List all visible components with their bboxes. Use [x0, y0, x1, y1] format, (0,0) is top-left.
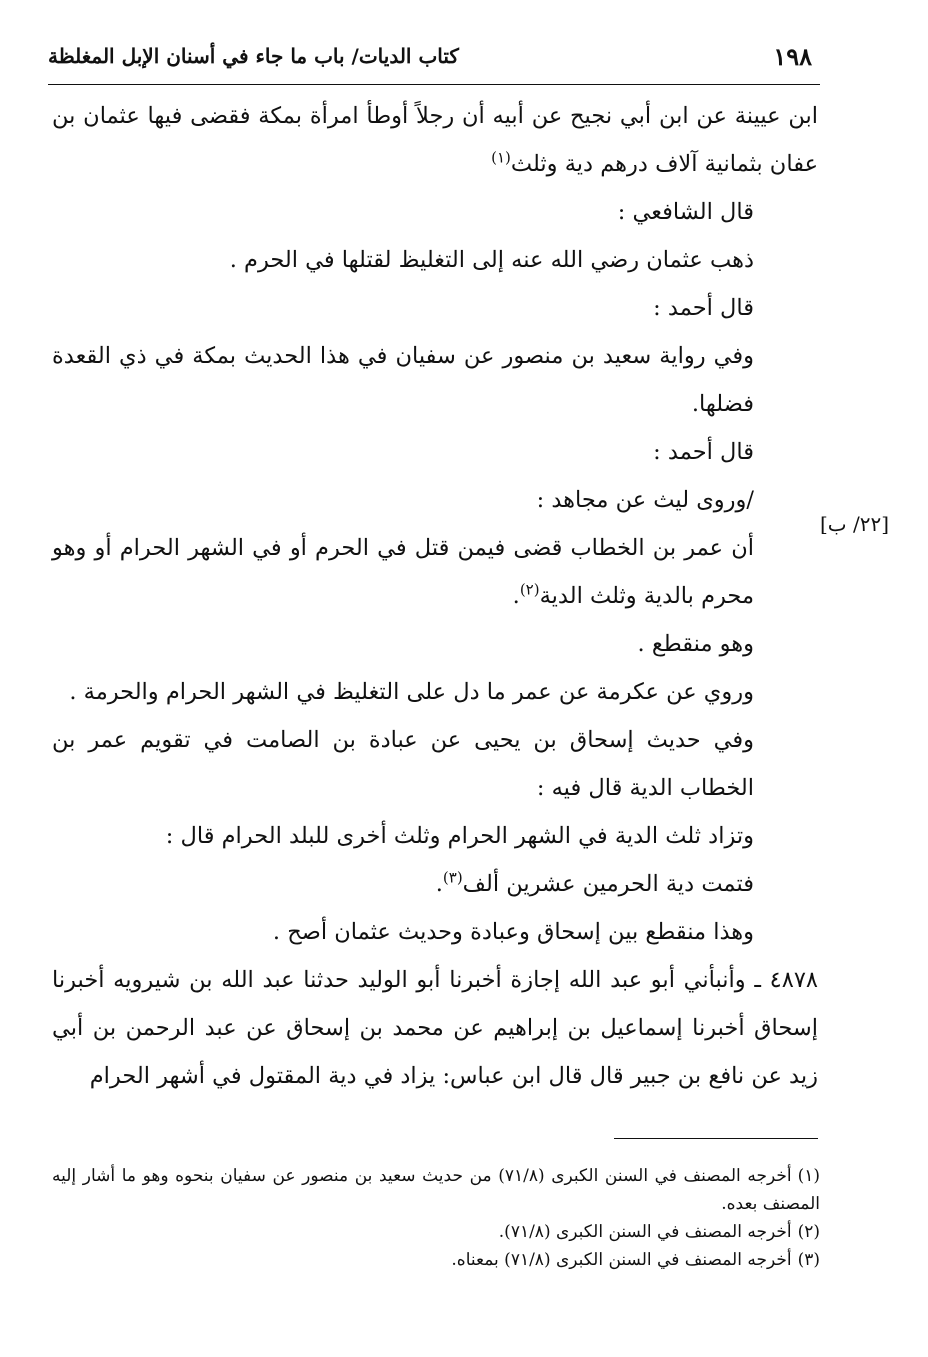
footnote-rule	[614, 1138, 818, 1139]
paragraph	[52, 524, 818, 620]
paragraph-text: أن عمر بن الخطاب قضى فيمن قتل في الحرم أو في الشهر الحرام أو وهو محرم بالدية وثلث الدية	[52, 535, 754, 609]
paragraph	[52, 716, 818, 812]
paragraph-text: قال أحمد :	[653, 439, 754, 465]
paragraph-tail: .	[512, 583, 520, 609]
paragraph	[52, 92, 818, 188]
paragraph	[52, 668, 818, 716]
footnote-reference[interactable]: (٢)	[519, 580, 540, 599]
paragraph	[52, 428, 818, 476]
paragraph-text: ابن عيينة عن ابن أبي نجيح عن أبيه أن رجلاً أوطأ امرأة بمكة فقضى فيها عثمان بن عفان بثمانية آلاف درهم دية وثلث	[52, 103, 818, 177]
footnote-text: أخرجه المصنف في السنن الكبرى (٧١/٨).	[498, 1222, 792, 1242]
paragraph	[52, 476, 818, 524]
footnote-text: أخرجه المصنف في السنن الكبرى (٧١/٨) من حديث سعيد بن منصور عن سفيان بنحوه وهو ما أشار إليه المصنف بعده.	[52, 1166, 820, 1214]
paragraph-text: قال الشافعي :	[617, 199, 754, 225]
footnote-number: (١)	[797, 1166, 820, 1186]
paragraph-text: فتمت دية الحرمين عشرين ألف	[462, 871, 754, 897]
paragraph-text: وفي حديث إسحاق بن يحيى عن عبادة بن الصامت في تقويم عمر بن الخطاب الدية قال فيه :	[52, 727, 754, 801]
paragraph	[52, 284, 818, 332]
running-title: كتاب الديات/ باب ما جاء في أسنان الإبل المغلظة	[48, 44, 459, 68]
paragraph-text: قال أحمد :	[653, 295, 754, 321]
paragraph	[52, 188, 818, 236]
paragraph-text: وروي عن عكرمة عن عمر ما دل على التغليظ في الشهر الحرام والحرمة .	[69, 679, 754, 705]
paragraph	[52, 620, 818, 668]
page-number: ١٩٨	[773, 42, 812, 71]
paragraph-text: ٤٨٧٨ ـ وأنبأني أبو عبد الله إجازة أخبرنا أبو الوليد حدثنا عبد الله بن شيرويه أخبرنا إسحاق أخبرنا إسماعيل بن إبراهيم عن محمد بن إسحاق عن عبد الرحمن بن أبي زيد عن نافع بن جبير قال قال ابن عباس: يزاد في دية المقتول في أشهر الحرام	[52, 967, 818, 1089]
page-header	[48, 36, 818, 76]
footnotes	[52, 1162, 820, 1274]
paragraph-text: وتزاد ثلث الدية في الشهر الحرام وثلث أخرى للبلد الحرام قال :	[165, 823, 754, 849]
paragraph-text: وهو منقطع .	[637, 631, 754, 657]
footnote	[52, 1246, 820, 1274]
margin-marker: [٢٢/ ب]	[820, 512, 890, 536]
footnote-text: أخرجه المصنف في السنن الكبرى (٧١/٨) بمعناه.	[451, 1250, 792, 1270]
paragraph-text: وفي رواية سعيد بن منصور عن سفيان في هذا الحديث بمكة في ذي القعدة فضلها.	[52, 343, 754, 417]
paragraph-text: وهذا منقطع بين إسحاق وعبادة وحديث عثمان أصح .	[272, 919, 754, 945]
footnote-number: (٢)	[797, 1222, 820, 1242]
paragraph	[52, 860, 818, 908]
paragraph	[52, 956, 818, 1100]
footnote-reference[interactable]: (٣)	[442, 868, 463, 887]
footnote-reference[interactable]: (١)	[491, 148, 511, 167]
paragraph	[52, 236, 818, 284]
body-text	[52, 92, 818, 1100]
paragraph-text: /وروى ليث عن مجاهد :	[536, 487, 754, 513]
footnote-number: (٣)	[797, 1250, 820, 1270]
header-rule	[48, 84, 820, 85]
paragraph-text: ذهب عثمان رضي الله عنه إلى التغليظ لقتلها في الحرم .	[229, 247, 754, 273]
paragraph-tail: .	[435, 871, 443, 897]
paragraph	[52, 812, 818, 860]
paragraph	[52, 332, 818, 428]
footnote	[52, 1162, 820, 1218]
footnote	[52, 1218, 820, 1246]
paragraph	[52, 908, 818, 956]
